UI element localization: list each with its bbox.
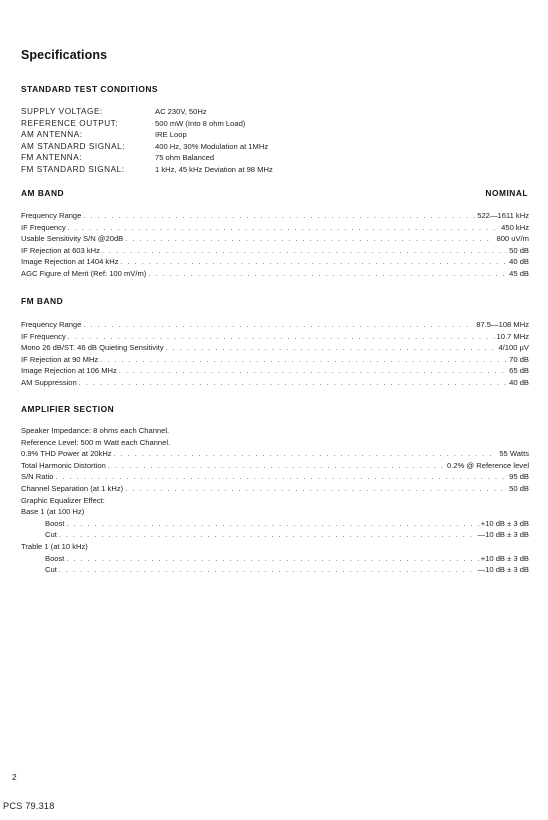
section-heading-amplifier: AMPLIFIER SECTION	[21, 404, 115, 414]
fm-band-list	[21, 319, 529, 389]
condition-row	[21, 141, 421, 153]
spec-row	[21, 245, 529, 257]
spec-value: 50 dB	[509, 483, 529, 493]
spec-row	[21, 256, 529, 268]
spec-label: Cut	[45, 530, 57, 540]
section-heading-am-band: AM BAND	[21, 188, 65, 198]
condition-label: SUPPLY VOLTAGE:	[21, 107, 103, 116]
spec-label: Usable Sensitivity S/N @20dB	[21, 234, 124, 244]
spec-label: IF Rejection at 90 MHz	[21, 354, 99, 364]
spec-row	[21, 377, 529, 389]
condition-row	[21, 118, 421, 130]
spec-value: 55 Watts	[499, 449, 529, 459]
condition-value: 500 mW (Into 8 ohm Load)	[155, 118, 246, 128]
spec-value: 800 uV/m	[496, 234, 529, 244]
condition-value: AC 230V, 50Hz	[155, 107, 207, 116]
spec-label: Cut	[45, 565, 57, 575]
spec-value: 40 dB	[509, 257, 529, 267]
spec-label: Boost	[45, 518, 65, 528]
spec-row	[21, 354, 529, 366]
spec-label: Boost	[45, 553, 65, 563]
test-conditions-list	[21, 106, 421, 176]
spec-value: 4/100 µV	[498, 343, 529, 353]
spec-value: 40 dB	[509, 377, 529, 387]
page-number: 2	[12, 772, 17, 782]
spec-row	[21, 518, 529, 530]
document-code: PCS 79.318	[3, 801, 55, 811]
spec-row	[21, 319, 529, 331]
spec-row	[21, 460, 529, 472]
spec-label: IF Frequency	[21, 222, 66, 232]
spec-row	[21, 483, 529, 495]
am-band-list	[21, 210, 529, 280]
spec-row	[21, 448, 529, 460]
condition-label: FM STANDARD SIGNAL:	[21, 164, 125, 174]
page-title: Specifications	[21, 48, 108, 62]
spec-value: 0.2% @ Reference level	[447, 460, 529, 470]
spec-value: 65 dB	[509, 366, 529, 376]
section-heading-test-conditions: STANDARD TEST CONDITIONS	[21, 84, 159, 94]
spec-label: Mono 26 dB/ST. 46 dB Quieting Sensitivity	[21, 343, 164, 353]
speaker-impedance-text: Speaker Impedance: 8 ohms each Channel.	[21, 426, 170, 435]
amplifier-list	[21, 425, 529, 576]
spec-value: 50 dB	[509, 245, 529, 255]
spec-row	[21, 365, 529, 377]
spec-label: IF Rejection at 603 kHz	[21, 245, 100, 255]
condition-label: AM STANDARD SIGNAL:	[21, 141, 126, 151]
treble-label: Trable 1 (at 10 kHz)	[21, 541, 88, 551]
condition-label: FM ANTENNA:	[21, 153, 83, 163]
spec-label: AGC Figure of Merit (Ref: 100 mV/m)	[21, 268, 147, 278]
section-heading-fm-band: FM BAND	[21, 296, 64, 306]
spec-label: Frequency Range	[21, 211, 82, 220]
spec-label: 0.9% THD Power at 20kHz	[21, 449, 112, 459]
spec-value: —10 dB ± 3 dB	[477, 530, 529, 540]
condition-row	[21, 152, 421, 164]
spec-label: Frequency Range	[21, 320, 82, 329]
spec-row	[21, 233, 529, 245]
condition-label: REFERENCE OUTPUT:	[21, 118, 119, 128]
condition-row	[21, 129, 421, 141]
spec-row	[21, 342, 529, 354]
graphic-eq-label: Graphic Equalizer Effect:	[21, 495, 105, 505]
spec-label: Channel Separation (at 1 kHz)	[21, 483, 124, 493]
spec-row	[21, 529, 529, 541]
spec-row	[21, 222, 529, 234]
spec-row	[21, 331, 529, 343]
condition-label: AM ANTENNA:	[21, 130, 83, 140]
condition-value: 75 ohm Balanced	[155, 153, 215, 163]
spec-label: S/N Ratio	[21, 472, 54, 482]
spec-label: AM Suppression	[21, 377, 77, 387]
condition-value: 1 kHz, 45 kHz Deviation at 98 MHz	[155, 164, 273, 174]
spec-value: +10 dB ± 3 dB	[480, 518, 529, 528]
spec-row	[21, 471, 529, 483]
spec-value: 87.5—108 MHz	[476, 320, 529, 329]
spec-label: Image Rejection at 1404 kHz	[21, 257, 119, 267]
spec-row	[21, 268, 529, 280]
base-label: Base 1 (at 100 Hz)	[21, 507, 85, 517]
condition-row	[21, 164, 421, 176]
spec-value: 10.7 MHz	[496, 331, 529, 341]
spec-row	[21, 564, 529, 576]
spec-value: +10 dB ± 3 dB	[480, 553, 529, 563]
condition-row	[21, 106, 421, 118]
spec-row	[21, 210, 529, 222]
spec-value: 70 dB	[509, 354, 529, 364]
spec-value: 450 kHz	[501, 222, 529, 232]
spec-value: 95 dB	[509, 472, 529, 482]
spec-value: 45 dB	[509, 268, 529, 278]
spec-label: IF Frequency	[21, 331, 66, 341]
spec-label: Total Harmonic Distortion	[21, 460, 106, 470]
spec-value: —10 dB ± 3 dB	[477, 565, 529, 575]
spec-label: Image Rejection at 106 MHz	[21, 366, 117, 376]
spec-value: 522—1611 kHz	[477, 211, 529, 220]
condition-value: IRE Loop	[155, 130, 187, 140]
condition-value: 400 Hz, 30% Modulation at 1MHz	[155, 141, 269, 151]
spec-row	[21, 553, 529, 565]
reference-level-text: Reference Level: 500 m Watt each Channel.	[21, 437, 171, 447]
nominal-label: NOMINAL	[485, 188, 528, 198]
